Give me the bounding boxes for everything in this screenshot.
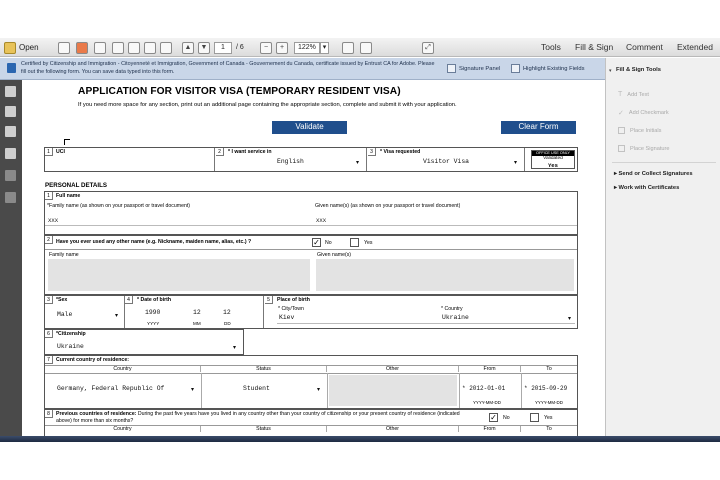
pen-icon[interactable]: [5, 170, 16, 181]
office-use-box: OFFICE USE ONLY Validated Yes: [531, 150, 575, 169]
uci-label: UCI: [56, 149, 65, 155]
uci-field[interactable]: [45, 148, 215, 171]
work-with-certificates[interactable]: ▸ Work with Certificates: [614, 185, 680, 191]
navigation-rail: [0, 80, 22, 436]
highlight-icon: [511, 64, 520, 73]
chevron-down-icon[interactable]: ▾: [115, 313, 119, 319]
next-page-icon[interactable]: ▼: [198, 41, 210, 54]
zoom-in-icon[interactable]: +: [276, 41, 288, 54]
other-names-section: 2 Have you ever used any other name (e.g. Nickname, maiden name, alias, etc.) ? ✓ No Yes Family name Given name(s): [44, 235, 578, 295]
certification-bar: [0, 58, 605, 80]
previous-residence-section: 8 Previous countries of residence: During the past five years have you lived in any country other than your country of citizenship or your present country of residence (indicated above) for more than six months? ✓ No Yes Country Status Other From To: [44, 409, 578, 436]
other-given-name-input[interactable]: [316, 259, 574, 291]
family-name-input[interactable]: XXX: [48, 217, 59, 224]
residence-country-select[interactable]: Germany, Federal Republic Of: [57, 385, 165, 392]
chevron-down-icon[interactable]: ▾: [317, 387, 321, 393]
page-thumbnails-icon[interactable]: [5, 86, 16, 97]
citizenship-select[interactable]: Ukraine: [57, 343, 84, 350]
birth-section: 3 *Sex Male ▾ 4 * Date of birth 1990 12 12 YYYY MM DD 5 Place of birth * City/Town Kiev * Country Ukraine ▾: [44, 295, 578, 329]
chevron-down-icon[interactable]: ▾: [514, 160, 518, 166]
visa-value: Visitor Visa: [423, 158, 470, 165]
service-value: English: [277, 158, 304, 165]
current-residence-section: 7 Current country of residence: Country Status Other From To Germany, Federal Republic Of ▾ Student ▾ * 2012-01-01 * 2015-09-29 YYYY-MM-DD YYYY-MM-DD: [44, 355, 578, 409]
residence-other-input[interactable]: [329, 375, 457, 406]
lock-icon[interactable]: [5, 106, 16, 117]
main-toolbar: [0, 38, 720, 57]
taskbar: [0, 436, 720, 480]
edit-icon[interactable]: [94, 41, 106, 54]
certification-text: Certified by Citizenship and Immigration - Citoyenneté et Immigration, Government of Canada - Gouvernement du Canada, certificate issued by Entrust CA for Adobe. Please fill out the following form. You can save data typed into this form.: [21, 61, 435, 75]
signature-panel-button[interactable]: Signature Panel: [447, 63, 500, 74]
visa-label: * Visa requested: [380, 149, 421, 155]
given-name-input[interactable]: XXX: [316, 217, 327, 224]
collapse-icon[interactable]: ▾: [609, 68, 612, 74]
checkmark-icon: ✓: [618, 110, 624, 117]
residence-to-input[interactable]: * 2015-09-29: [524, 385, 568, 392]
city-of-birth-input[interactable]: Kiev: [279, 314, 295, 321]
previous-residence-no-checkbox[interactable]: ✓: [490, 413, 497, 422]
personal-details-heading: PERSONAL DETAILS: [45, 182, 107, 189]
validate-button[interactable]: Validate: [272, 121, 347, 134]
sex-value: Male: [57, 311, 73, 318]
attachments-icon[interactable]: [5, 148, 16, 159]
bookmarks-icon[interactable]: [5, 126, 16, 137]
chevron-down-icon[interactable]: ▾: [191, 387, 195, 393]
add-text-tool[interactable]: T Add Text: [618, 91, 649, 98]
previous-residence-yes-checkbox[interactable]: [530, 413, 539, 422]
create-icon[interactable]: [58, 41, 70, 54]
zoom-dropdown-icon[interactable]: ▾: [320, 42, 329, 54]
fill-sign-tab[interactable]: Fill & Sign: [575, 42, 614, 52]
family-name-label: *Family name (as shown on your passport or travel document): [47, 203, 191, 209]
zoom-level-field[interactable]: 122% ▾: [294, 41, 329, 54]
place-signature-tool[interactable]: Place Signature: [618, 145, 670, 152]
fit-width-icon[interactable]: [360, 41, 372, 54]
email-icon[interactable]: [160, 41, 172, 54]
tools-tab[interactable]: Tools: [541, 42, 561, 52]
service-label: * I want service in: [228, 149, 272, 155]
certificate-icon: [7, 63, 16, 73]
highlight-fields-button[interactable]: Highlight Existing Fields: [511, 63, 585, 74]
signature-panel-icon: [447, 64, 456, 73]
fill-sign-panel: [605, 58, 720, 436]
cursor-icon: [64, 139, 70, 145]
signature-icon: [618, 145, 625, 152]
place-initials-tool[interactable]: Place Initials: [618, 127, 661, 134]
folder-icon: [4, 42, 16, 54]
save-icon[interactable]: [128, 41, 140, 54]
add-checkmark-tool[interactable]: ✓ Add Checkmark: [618, 110, 669, 117]
form-title: APPLICATION FOR VISITOR VISA (TEMPORARY RESIDENT VISA): [78, 86, 401, 97]
open-button[interactable]: Open: [4, 41, 44, 54]
text-icon: T: [618, 91, 623, 98]
share-icon[interactable]: [112, 41, 124, 54]
fit-page-icon[interactable]: [342, 41, 354, 54]
initials-icon: [618, 127, 625, 134]
fullscreen-icon[interactable]: ⤢: [422, 41, 434, 54]
layers-icon[interactable]: [5, 192, 16, 203]
previous-page-icon[interactable]: ▲: [182, 41, 194, 54]
clear-form-button[interactable]: Clear Form: [501, 121, 576, 134]
other-family-name-input[interactable]: [48, 259, 310, 291]
zoom-out-icon[interactable]: −: [260, 41, 272, 54]
other-names-yes-checkbox[interactable]: [350, 238, 359, 247]
print-icon[interactable]: [144, 41, 156, 54]
chevron-down-icon[interactable]: ▾: [356, 160, 360, 166]
residence-from-input[interactable]: * 2012-01-01: [462, 385, 506, 392]
chevron-down-icon[interactable]: ▾: [568, 316, 572, 322]
send-collect-signatures[interactable]: ▸ Send or Collect Signatures: [614, 171, 693, 177]
citizenship-section: 6 *Citizenship Ukraine ▾: [44, 329, 244, 355]
country-of-birth-select[interactable]: Ukraine: [442, 314, 469, 321]
comment-tab[interactable]: Comment: [626, 42, 663, 52]
page-number-field[interactable]: 1: [214, 41, 232, 54]
convert-icon[interactable]: [76, 41, 88, 54]
given-name-label: Given name(s) (as shown on your passport or travel document): [315, 203, 461, 209]
application-row: 1 UCI 2 * I want service in English ▾ 3 * Visa requested Visitor Visa ▾ OFFICE USE ONLY Validated Yes: [44, 147, 578, 172]
fill-sign-tools-heading[interactable]: Fill & Sign Tools: [616, 67, 661, 73]
page-total: / 6: [236, 44, 244, 51]
form-subtitle: If you need more space for any section, print out an additional page containing the appropriate section, complete and submit it with your application.: [78, 102, 457, 108]
residence-status-select[interactable]: Student: [243, 385, 270, 392]
document-page: [22, 80, 605, 436]
chevron-down-icon[interactable]: ▾: [233, 345, 237, 351]
full-name-section: 1 Full name *Family name (as shown on your passport or travel document) XXX Given name(s) (as shown on your passport or travel document) XXX: [44, 191, 578, 235]
dock-strip: [0, 436, 720, 442]
other-names-no-checkbox[interactable]: ✓: [313, 238, 320, 247]
extended-tab[interactable]: Extended: [677, 42, 713, 52]
